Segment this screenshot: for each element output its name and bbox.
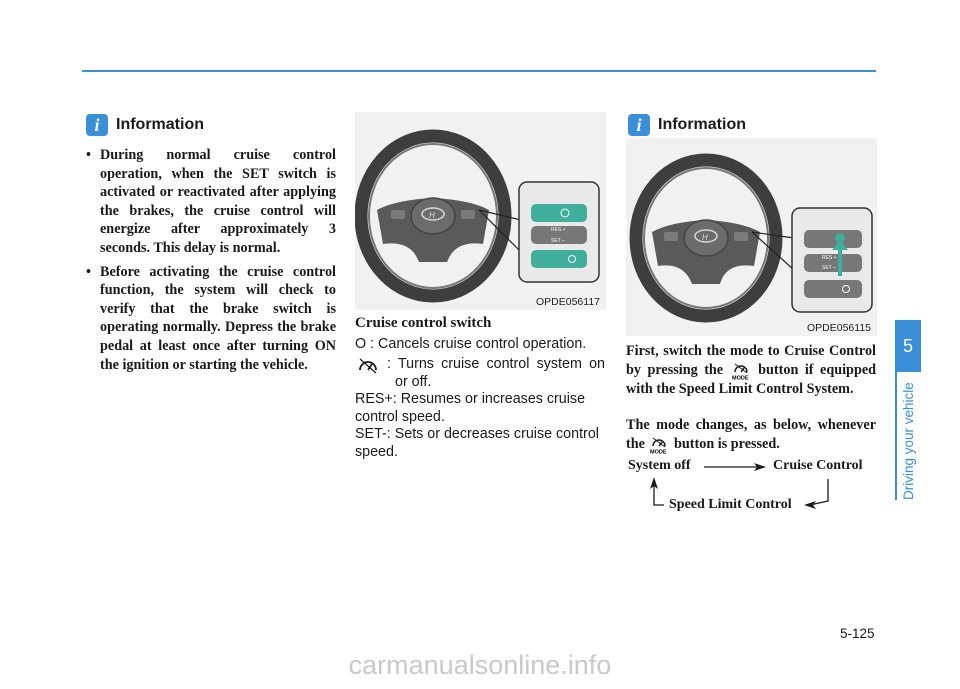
chapter-title: Driving your vehicle bbox=[901, 382, 916, 500]
flow-system-off: System off bbox=[628, 458, 691, 473]
icon-definition-text: : Turns cruise control system on or off. bbox=[387, 356, 605, 390]
info-bullet: • Before activating the cruise control function, the system will check to verify that the brake switch is operating normally. Depress the brake pedal at least once after turning ON the ignition or starting the vehicle. bbox=[86, 263, 336, 375]
mode-label: MODE bbox=[650, 449, 667, 454]
figure-res-label: RES + bbox=[822, 255, 837, 261]
figure-code: OPDE056117 bbox=[535, 296, 600, 308]
info-icon: i bbox=[628, 114, 650, 136]
flow-cruise-control: Cruise Control bbox=[773, 458, 863, 473]
watermark: carmanualsonline.info bbox=[348, 650, 612, 680]
res-definition: RES+: Resumes or increases cruise control speed. bbox=[355, 391, 586, 425]
figure-set-label: SET – bbox=[822, 265, 836, 271]
mode-paragraph-2 bbox=[626, 416, 876, 454]
icon-definition bbox=[355, 356, 605, 391]
info-title: Information bbox=[658, 116, 746, 133]
info-header-left bbox=[86, 114, 204, 136]
para2-text-b: button is pressed. bbox=[674, 435, 780, 452]
chapter-side-rule bbox=[895, 372, 897, 500]
set-definition: SET-: Sets or decreases cruise control speed. bbox=[355, 426, 599, 460]
steering-wheel-illustration bbox=[626, 138, 877, 336]
para1-text-a: First, switch the mode to Cruise Control by pressing the bbox=[626, 343, 876, 378]
cruise-speedometer-icon bbox=[357, 356, 379, 374]
top-rule bbox=[82, 70, 876, 72]
para1-text-b: button if equipped with the Speed Limit Control System. bbox=[626, 361, 877, 397]
steering-wheel-mode-figure bbox=[626, 138, 877, 336]
info-bullet-list bbox=[86, 146, 336, 379]
figure-res-label: RES + bbox=[551, 227, 566, 233]
svg-text:H: H bbox=[702, 233, 708, 242]
info-bullet: • During normal cruise control operation, when the SET switch is activated or reactivated after applying the brakes, the cruise control will energize after approximately 3 seconds. This delay is normal. bbox=[86, 146, 336, 258]
mode-label: MODE bbox=[731, 375, 749, 380]
para2-text-a: The mode changes, as below, whenever the bbox=[626, 417, 876, 452]
flow-arrows bbox=[620, 455, 860, 525]
info-title: Information bbox=[116, 116, 204, 133]
steering-wheel-figure bbox=[355, 112, 606, 310]
flow-speed-limit-control: Speed Limit Control bbox=[669, 497, 792, 512]
section-title: Cruise control switch bbox=[355, 315, 492, 331]
figure-code: OPDE056115 bbox=[806, 322, 871, 334]
page-number: 5-125 bbox=[840, 626, 875, 641]
steering-wheel-illustration bbox=[355, 112, 606, 310]
info-header-right bbox=[628, 114, 746, 136]
chapter-number-tab: 5 bbox=[895, 320, 921, 372]
figure-set-label: SET – bbox=[551, 238, 565, 244]
mode-button-icon bbox=[730, 362, 752, 380]
svg-text:H: H bbox=[429, 211, 435, 220]
o-definition: O : Cancels cruise control operation. bbox=[355, 336, 587, 352]
info-icon: i bbox=[86, 114, 108, 136]
mode-button-icon bbox=[648, 436, 670, 454]
mode-paragraph-1 bbox=[626, 342, 876, 398]
